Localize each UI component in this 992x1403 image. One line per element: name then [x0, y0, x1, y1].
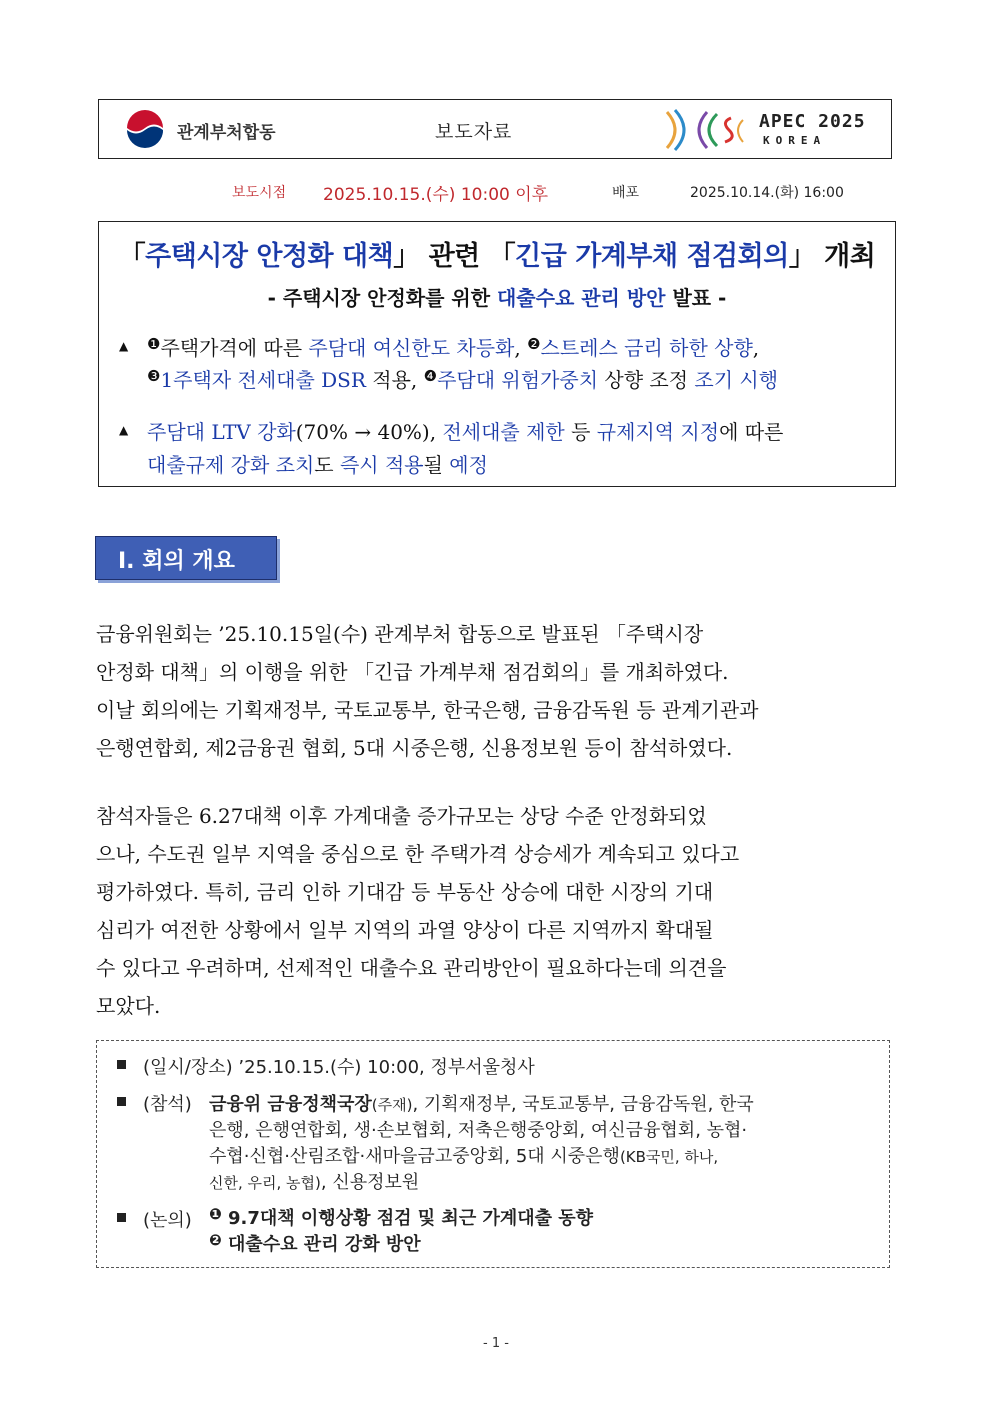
apec-logo-icon — [661, 106, 747, 154]
datetime-value: ’25.10.15.(수) 10:00, 정부서울청사 — [238, 1057, 535, 1078]
number-mark-icon: ❷ — [527, 335, 541, 353]
release-time: 2025.10.15.(수) 10:00 이후 — [323, 185, 549, 205]
apec-title: APEC 2025 — [759, 111, 866, 132]
release-label: 보도시점 — [232, 185, 287, 201]
highlight-segment: 도 — [314, 453, 340, 477]
paragraph-line: 이날 회의에는 기획재정부, 국토교통부, 한국은행, 금융감독원 등 관계기관과 — [96, 698, 759, 722]
highlight-segment: 예정 — [449, 453, 488, 477]
info-attend-line-2: 은행, 은행연합회, 생·손보협회, 저축은행중앙회, 여신금융협회, 농협· — [209, 1120, 748, 1141]
title-policy-name: 주택시장 안정화 대책 — [145, 241, 394, 272]
info-attend-line-1 — [209, 1090, 754, 1116]
section-header — [95, 536, 277, 580]
attend-line-3-note: (KB국민, 하나, — [619, 1148, 719, 1166]
highlight-segment: 즉시 적용 — [339, 453, 424, 477]
paragraph-line: 금융위원회는 ’25.10.15일(수) 관계부처 합동으로 발표된 「주택시장 — [96, 622, 704, 646]
highlight-segment: 전세대출 제한 — [442, 420, 565, 444]
highlight-segment: 조기 시행 — [694, 368, 779, 392]
paragraph-line: 으나, 수도권 일부 지역을 중심으로 한 주택가격 상승세가 계속되고 있다고 — [96, 842, 740, 866]
title-connector: 관련 — [419, 241, 489, 272]
highlight-segment: 주담대 여신한도 차등화 — [308, 336, 515, 360]
attend-line-3: 수협·신협·산림조합·새마을금고중앙회, 5대 시중은행 — [209, 1146, 620, 1167]
attend-line-4-note: 신한, 우리, 농협) — [209, 1174, 321, 1192]
subtitle-suffix: 발표 - — [665, 286, 727, 310]
attend-lead: 금융위 금융정책국장 — [209, 1094, 372, 1115]
number-mark-icon: ❷ — [209, 1231, 222, 1249]
square-bullet-icon — [117, 1060, 126, 1069]
apec-subtitle: KOREA — [763, 134, 827, 147]
highlight-segment: , — [752, 336, 760, 360]
quote-close: 」 — [788, 241, 816, 272]
highlight-segment: 주택가격에 따른 — [160, 336, 309, 360]
highlight-segment: 스트레스 금리 하한 상향 — [540, 336, 753, 360]
discuss-item-2 — [209, 1230, 421, 1256]
discuss-item-text: 9.7대책 이행상황 점검 및 최근 가계대출 동향 — [227, 1208, 594, 1229]
highlight-segment: 대출규제 강화 조치 — [147, 453, 315, 477]
subtitle-prefix: - 주택시장 안정화를 위한 — [267, 286, 497, 310]
highlight-1-line-1 — [147, 332, 759, 361]
highlight-1-line-2 — [147, 364, 778, 393]
subtitle-highlight: 대출수요 관리 방안 — [496, 286, 666, 310]
paragraph-line: 안정화 대책」의 이행을 위한 「긴급 가계부채 점검회의」를 개최하였다. — [96, 660, 729, 684]
triangle-bullet-icon: ▲ — [119, 339, 129, 353]
title-meeting-name: 긴급 가계부채 점검회의 — [515, 241, 789, 272]
distribution-time: 2025.10.14.(화) 16:00 — [690, 185, 844, 201]
distribution-label: 배포 — [612, 185, 640, 201]
info-attend-line-3 — [209, 1142, 718, 1168]
title-end: 개최 — [815, 241, 876, 272]
paragraph-line: 수 있다고 우려하며, 선제적인 대출수요 관리방안이 필요하다는데 의견을 — [96, 956, 727, 980]
info-discuss-label: (논의) — [143, 1210, 192, 1231]
number-mark-icon: ❸ — [147, 367, 161, 385]
section-title: Ⅰ. 회의 개요 — [118, 549, 235, 574]
highlight-segment: 적용, — [365, 368, 424, 392]
meeting-info-box — [96, 1040, 890, 1268]
org-name: 관계부처합동 — [177, 123, 276, 143]
highlight-segment: 될 — [423, 453, 450, 477]
info-attend-line-4 — [209, 1168, 419, 1194]
info-datetime — [143, 1053, 535, 1079]
highlight-2-line-1 — [147, 416, 783, 445]
discuss-item-text: 대출수요 관리 강화 방안 — [227, 1234, 421, 1255]
quote-open: 「 — [118, 241, 146, 272]
page-number: - 1 - — [483, 1336, 509, 1351]
attend-lead-note: (주재) — [371, 1096, 413, 1114]
triangle-bullet-icon: ▲ — [119, 423, 129, 437]
highlight-segment: 규제지역 지정 — [596, 420, 720, 444]
info-attend-label: (참석) — [143, 1094, 192, 1115]
paragraph-line: 평가하였다. 특히, 금리 인하 기대감 등 부동산 상승에 대한 시장의 기대 — [96, 880, 714, 904]
square-bullet-icon — [117, 1097, 126, 1106]
doc-type: 보도자료 — [435, 121, 513, 143]
highlight-2-line-2 — [147, 449, 488, 478]
title-box — [98, 221, 896, 487]
attend-line-4-rest: , 신용정보원 — [320, 1172, 420, 1193]
quote-close: 」 — [393, 241, 420, 272]
paragraph-line: 참석자들은 6.27대책 이후 가계대출 증가규모는 상당 수준 안정화되었 — [96, 804, 707, 828]
main-title — [99, 234, 895, 273]
quote-open: 「 — [488, 241, 516, 272]
highlight-segment: 주담대 위험가중치 — [437, 368, 599, 392]
discuss-item-1 — [209, 1204, 593, 1230]
paragraph-line: 은행연합회, 제2금융권 협회, 5대 시중은행, 신용정보원 등이 참석하였다. — [96, 736, 733, 760]
number-mark-icon: ❶ — [209, 1205, 222, 1223]
number-mark-icon: ❶ — [147, 335, 161, 353]
highlight-segment: 등 — [564, 420, 597, 444]
taegeuk-logo-icon — [123, 108, 167, 152]
datetime-label: (일시/장소) — [143, 1057, 233, 1078]
square-bullet-icon — [117, 1213, 126, 1222]
highlight-segment: 에 따른 — [719, 420, 784, 444]
sub-title — [99, 282, 895, 311]
highlight-segment: 1주택자 전세대출 DSR — [160, 368, 366, 392]
paragraph-line: 심리가 여전한 상황에서 일부 지역의 과열 양상이 다른 지역까지 확대될 — [96, 918, 714, 942]
highlight-segment: , — [514, 336, 528, 360]
paragraph-line: 모았다. — [96, 994, 161, 1018]
highlight-segment: 주담대 LTV 강화 — [147, 420, 296, 444]
highlight-segment: 상향 조정 — [598, 368, 695, 392]
highlight-segment: (70% → 40%), — [295, 420, 443, 444]
attend-line-1-rest: , 기획재정부, 국토교통부, 금융감독원, 한국 — [412, 1094, 754, 1115]
number-mark-icon: ❹ — [423, 367, 438, 385]
header-box — [98, 99, 892, 159]
